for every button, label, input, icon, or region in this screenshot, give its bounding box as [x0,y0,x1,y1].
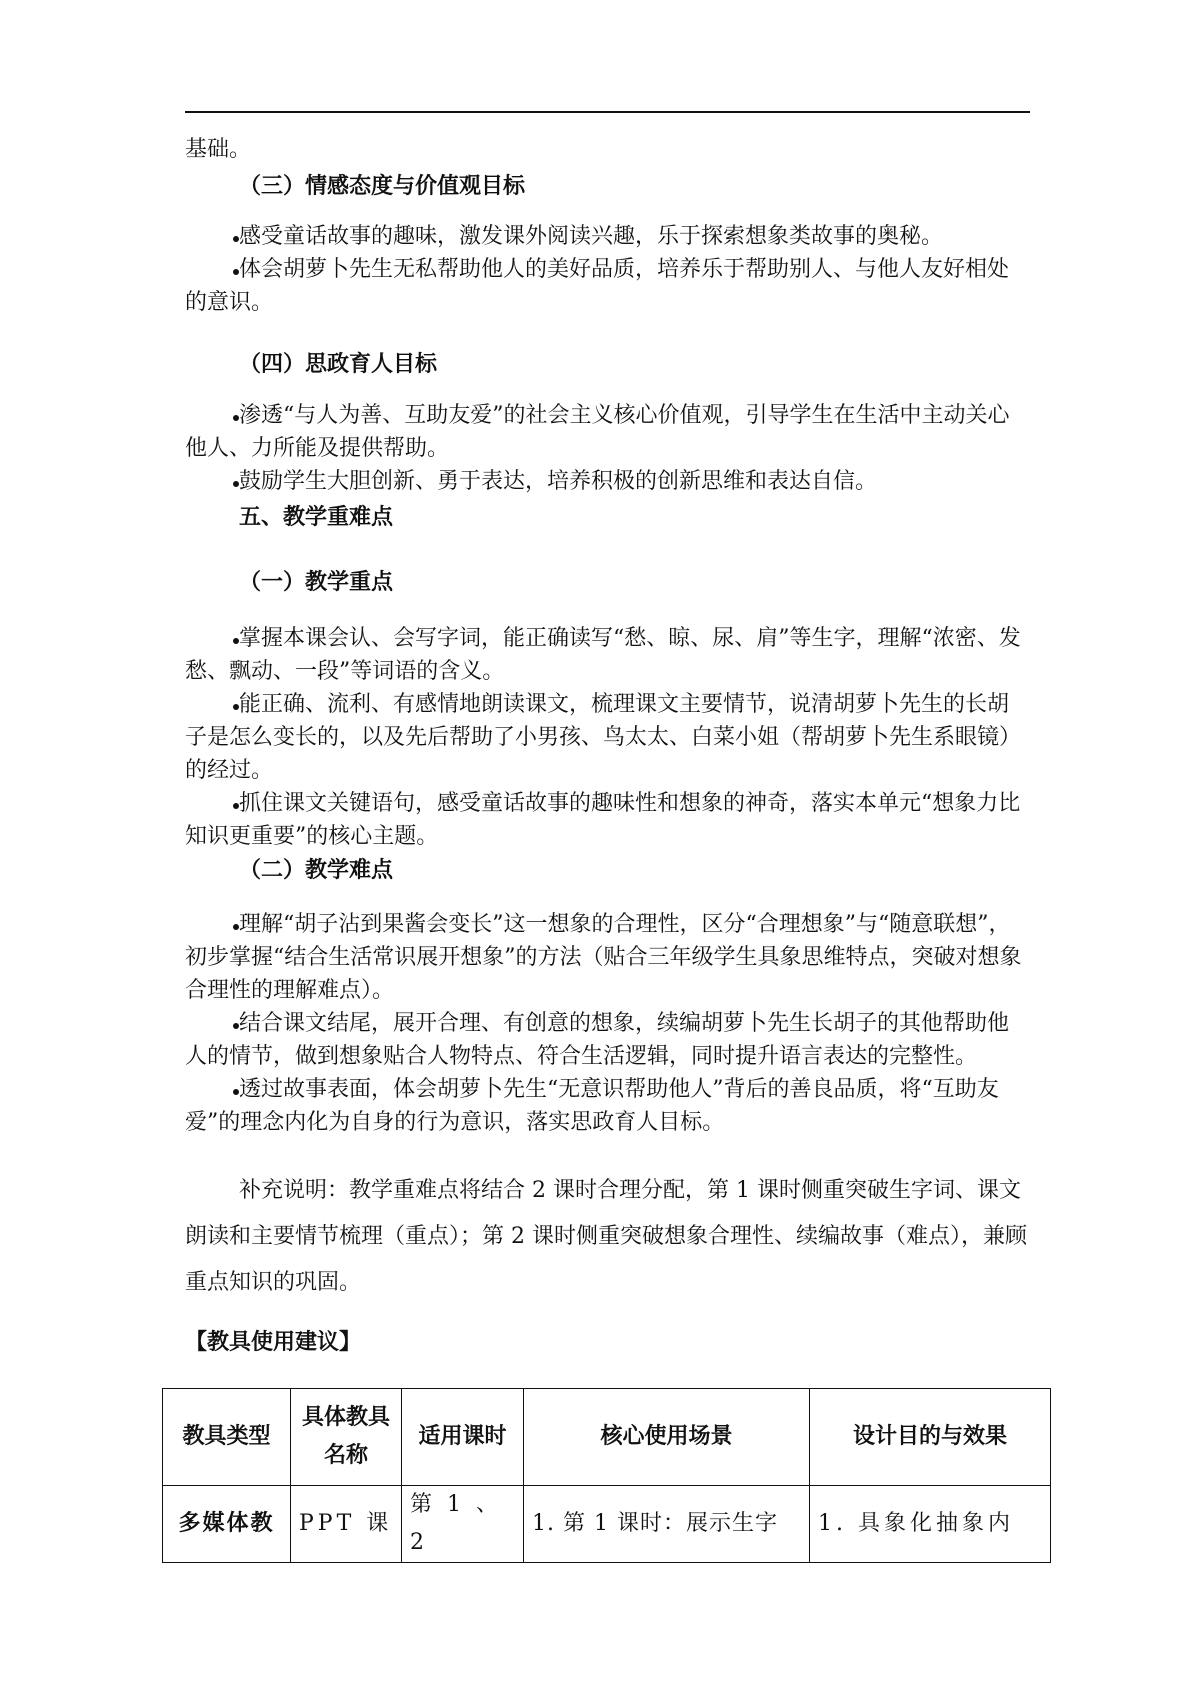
column-header: 适用课时 [402,1389,524,1486]
bullet-icon [233,803,239,809]
column-header: 设计目的与效果 [810,1389,1051,1486]
section-heading-key-points: （一）教学重点 [239,570,394,595]
section-heading-difficult-points: （二）教学难点 [239,858,394,883]
column-header: 教具类型 [163,1389,291,1486]
table-cell: 第 1 、2 [402,1486,524,1563]
table-cell: 1. 第 1 课时：展示生字 [524,1486,810,1563]
key-points-list [185,622,1030,853]
list-item: 鼓励学生大胆创新、勇于表达，培养积极的创新思维和表达自信。 [185,465,1030,498]
bullet-icon [233,924,239,930]
bullet-icon [233,269,239,275]
bullet-icon [233,1023,239,1029]
column-header: 核心使用场景 [524,1389,810,1486]
list-item: 感受童话故事的趣味，激发课外阅读兴趣，乐于探索想象类故事的奥秘。 [185,220,1030,253]
ideology-goal-list [185,399,1030,498]
header-rule [185,111,1030,113]
bullet-icon [233,704,239,710]
section-heading-emotion: （三）情感态度与价值观目标 [239,174,526,199]
list-item: 渗透“与人为善、互助友爱”的社会主义核心价值观，引导学生在生活中主动关心他人、力所能及提供帮助。 [185,403,1010,461]
table-cell: PPT 课 [291,1486,402,1563]
bullet-icon [233,1089,239,1095]
part-heading-key-difficult: 五、教学重难点 [239,505,394,530]
table-cell: 多媒体教 [163,1486,291,1563]
list-item: 结合课文结尾，展开合理、有创意的想象，续编胡萝卜先生长胡子的其他帮助他人的情节，做到想象贴合人物特点、符合生活逻辑，同时提升语言表达的完整性。 [185,1011,1010,1069]
column-header: 具体教具名称 [291,1389,402,1486]
section-heading-ideology: （四）思政育人目标 [239,352,438,377]
bullet-icon [233,638,239,644]
list-item: 抓住课文关键语句，感受童话故事的趣味性和想象的神奇，落实本单元“想象力比知识更重要”的核心主题。 [185,791,1021,849]
emotion-goal-list [185,220,1030,319]
continuation-text: 基础。 [185,137,252,162]
supplementary-note: 补充说明：教学重难点将结合 2 课时合理分配，第 1 课时侧重突破生字词、课文朗读和主要情节梳理（重点）；第 2 课时侧重突破想象合理性、续编故事（难点），兼顾重点知识的巩固。 [185,1178,1027,1295]
table-row [163,1486,1051,1563]
table-cell: 1. 具象化抽象内 [810,1486,1051,1563]
bullet-icon [233,236,239,242]
list-item: 理解“胡子沾到果酱会变长”这一想象的合理性，区分“合理想象”与“随意联想”，初步掌握“结合生活常识展开想象”的方法（贴合三年级学生具象思维特点，突破对想象合理性的理解难点）。 [185,912,1022,1003]
teaching-tools-table [162,1388,1051,1563]
list-item: 能正确、流利、有感情地朗读课文，梳理课文主要情节，说清胡萝卜先生的长胡子是怎么变长的，以及先后帮助了小男孩、鸟太太、白菜小姐（帮胡萝卜先生系眼镜）的经过。 [185,692,1022,783]
list-item: 透过故事表面，体会胡萝卜先生“无意识帮助他人”背后的善良品质，将“互助友爱”的理念内化为自身的行为意识，落实思政育人目标。 [185,1077,999,1135]
difficult-points-list [185,908,1030,1139]
list-item: 体会胡萝卜先生无私帮助他人的美好品质，培养乐于帮助别人、与他人友好相处的意识。 [185,257,1010,315]
list-item: 掌握本课会认、会写字词，能正确读写“愁、晾、尿、肩”等生字，理解“浓密、发愁、飘动、一段”等词语的含义。 [185,626,1021,684]
tools-heading: 【教具使用建议】 [185,1330,362,1355]
table-header-row [163,1389,1051,1486]
bullet-icon [233,481,239,487]
bullet-icon [233,415,239,421]
